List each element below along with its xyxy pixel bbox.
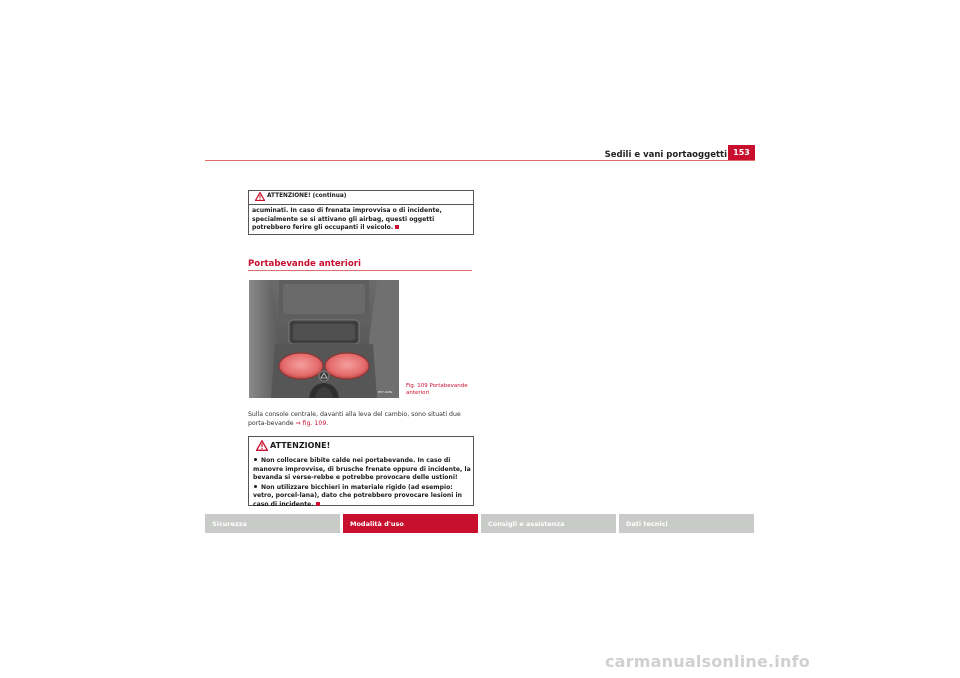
warning-triangle-icon [255, 192, 265, 201]
warning-triangle-icon [256, 440, 268, 451]
section-end-marker [316, 502, 320, 506]
warning-box-header [249, 191, 473, 205]
warning-text: acuminati. In caso di frenata improvvisa o di incidente, specialmente se si attivano gli airbag, questi oggetti potrebbero ferire gli occupanti il veicolo. [252, 207, 442, 232]
warning-box-continued [248, 190, 474, 235]
footer-tab-consigli-assistenza[interactable]: Consigli e assistenza [481, 514, 616, 533]
figure-code: B5F-0089 [378, 390, 393, 394]
body-paragraph: Sulla console centrale, davanti alla leva del cambio, sono situati due porta-bevande ⇒ fig. 109. [248, 411, 461, 427]
warning-box [248, 436, 474, 506]
bullet-icon [254, 458, 257, 461]
warning-list [253, 457, 471, 511]
footer-tab-sicurezza[interactable]: Sicurezza [205, 514, 340, 533]
figure-reference-link[interactable]: ⇒ fig. 109 [295, 420, 327, 427]
footer-tab-modalita-uso[interactable]: Modalità d'uso [343, 514, 478, 533]
page-header-title: Sedili e vani portaoggetti [604, 150, 727, 160]
cup-holder-figure [249, 280, 399, 398]
header-rule [205, 160, 755, 161]
section-heading: Portabevande anteriori [248, 259, 361, 269]
page-number-badge: 153 [728, 145, 755, 160]
footer-tab-dati-tecnici[interactable]: Dati tecnici [619, 514, 754, 533]
figure-caption: Fig. 109 Portabevande anteriori [406, 383, 468, 396]
section-end-marker [395, 225, 399, 229]
warning-box-header [249, 437, 473, 453]
section-rule [248, 270, 472, 271]
watermark: carmanualsonline.info [605, 652, 810, 671]
warning-title: ATTENZIONE! [270, 441, 331, 450]
warning-list-item: Non utilizzare bicchieri in materiale rigido (ad esempio: vetro, porcel-lana), dato che potrebbero provocare lesioni in caso di incidente. [253, 483, 462, 508]
cup-holder-illustration [249, 280, 399, 398]
bullet-icon [254, 485, 257, 488]
warning-title: ATTENZIONE! (continua) [267, 193, 347, 199]
warning-list-item: Non collocare bibite calde nei portabevande. In caso di manovre improvvise, di brusche frenate oppure di incidente, la bevanda si verse-rebbe e potrebbe provocare delle ustioni! [253, 457, 471, 482]
